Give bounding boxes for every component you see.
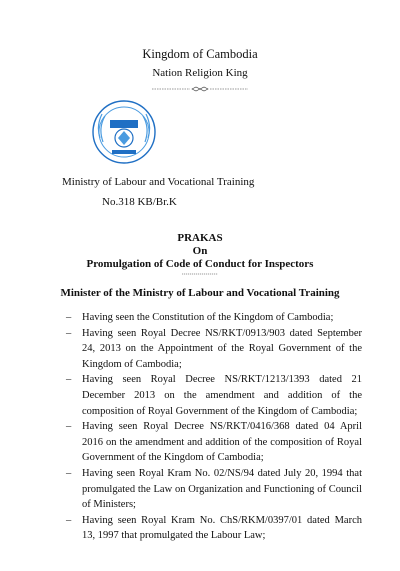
minister-heading: Minister of the Ministry of Labour and Vocational Training [60,287,340,299]
title-prakas: PRAKAS [177,232,223,244]
reference-number: No.318 KB/Br.K [102,196,177,208]
ministry-name: Ministry of Labour and Vocational Training [62,176,255,188]
list-item [68,466,362,513]
list-item [68,310,362,326]
national-motto: Nation Religion King [152,67,248,79]
kingdom-heading: Kingdom of Cambodia [142,47,258,61]
list-item [68,513,362,544]
recital-text: Having seen Royal Kram No. ChS/RKM/0397/01 dated March 13, 1997 that promulgated the Labour Law; [82,514,362,542]
bullet-dash: – [66,514,72,526]
ornament-divider-icon [152,86,248,92]
list-item [68,372,362,419]
recitals-list [68,310,362,544]
recital-text: Having seen Royal Decree NS/RKT/1213/1393 dated 21 December 2013 on the amendment and addition of the composition of Royal Government of the Kingdom of Cambodia; [82,374,362,417]
bullet-dash: – [66,374,72,386]
title-on: On [192,245,208,257]
ministry-seal-icon [90,98,158,166]
bullet-dash: – [66,421,72,433]
recital-text: Having seen the Constitution of the Kingdom of Cambodia; [82,312,334,323]
bullet-dash: – [66,327,72,339]
list-item [68,419,362,466]
bullet-dash: – [66,467,72,479]
recital-text: Having seen Royal Decree NS/RKT/0416/368 dated 04 April 2016 on the amendment and addition of the composition of Royal Government of the Kingdom of Cambodia; [82,421,362,464]
list-item [68,326,362,373]
title-divider-icon [182,272,218,276]
recital-text: Having seen Royal Decree NS/RKT/0913/903 dated September 24, 2013 on the Appointment of the Royal Government of the Kingdom of Cambodia; [82,327,362,370]
bullet-dash: – [66,312,72,323]
title-subject: Promulgation of Code of Conduct for Inspectors [86,258,314,270]
recital-text: Having seen Royal Kram No. 02/NS/94 dated July 20, 1994 that promulgated the Law on Organization and Functioning of Council of Ministers; [82,467,362,511]
